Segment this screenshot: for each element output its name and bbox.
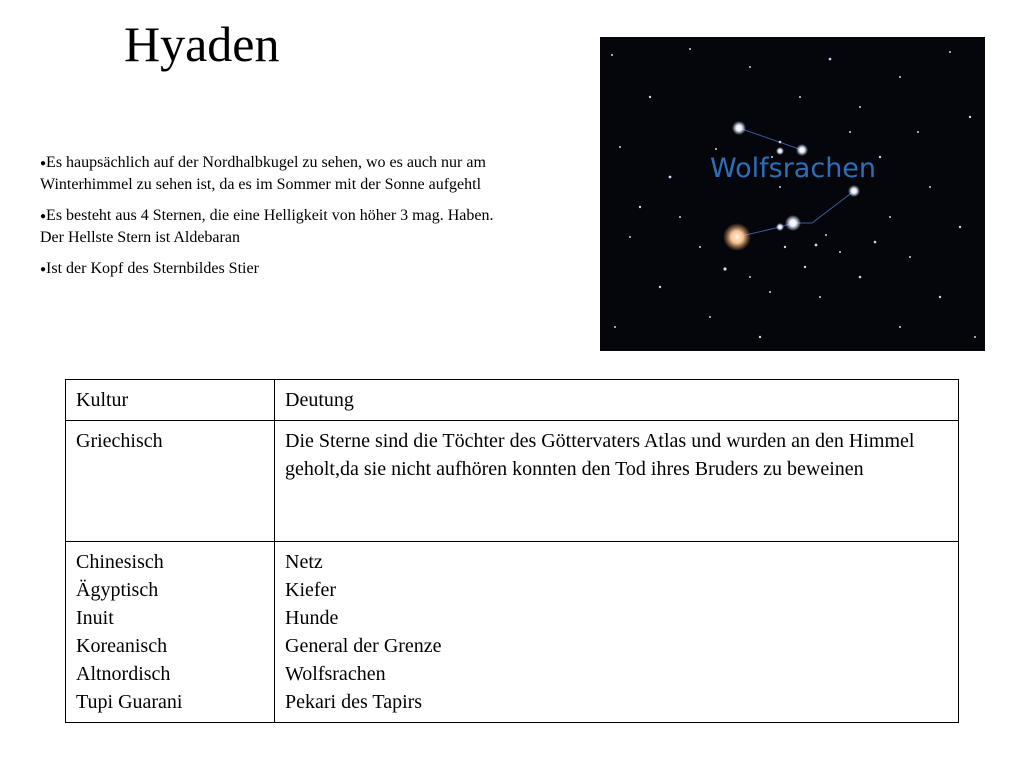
deutung-item: Hunde [285,607,339,629]
bullet-list [40,152,510,290]
deutung-item: General der Grenze [285,635,442,657]
background-stars [611,48,976,338]
aldebaran-star [723,223,751,251]
bullet-text: Es besteht aus 4 Sternen, die eine Helligkeit von höher 3 mag. Haben. Der Hellste Stern ist Aldebaran [40,207,494,246]
table-header-kultur: Kultur [66,380,275,421]
deutung-item: Pekari des Tapirs [285,691,423,713]
table-header-deutung: Deutung [275,380,959,421]
bullet-dot-icon: ● [40,264,47,275]
kultur-item: Inuit [76,607,114,629]
kultur-item: Tupi Guarani [76,691,183,713]
table-header-row [66,380,959,421]
table-row [66,421,959,542]
table-cell-deutungen [275,542,959,723]
bullet-text: Ist der Kopf des Sternbildes Stier [46,260,259,277]
kultur-item: Altnordisch [76,663,171,685]
bullet-text: Es haupsächlich auf der Nordhalbkugel zu sehen, wo es auch nur am Winterhimmel zu sehen ist, da es im Sommer mit der Sonne aufgehtl [40,154,486,193]
bullet-dot-icon: ● [40,158,47,169]
kultur-item: Chinesisch [76,551,164,573]
bullet-dot-icon: ● [40,211,47,222]
culture-table [65,379,959,723]
deutung-item: Netz [285,551,323,573]
bullet-item [40,258,510,280]
star-map-svg [600,37,985,351]
table-cell-kultur: Griechisch [66,421,275,542]
bullet-item [40,152,510,195]
bullet-item [40,205,510,248]
kultur-item: Koreanisch [76,635,168,657]
deutung-item: Wolfsrachen [285,663,386,685]
named-stars [723,121,860,251]
deutung-item: Kiefer [285,579,337,601]
table-cell-kulturen [66,542,275,723]
star-map-image [600,37,985,351]
slide-title: Hyaden [124,16,280,72]
table-row [66,542,959,723]
kultur-item: Ägyptisch [76,579,159,601]
table-cell-deutung: Die Sterne sind die Töchter des Göttervaters Atlas und wurden an den Himmel geholt,da sie nicht aufhören konnten den Tod ihres Bruders zu beweinen [275,421,959,542]
star-map-label: Wolfsrachen [710,153,877,184]
